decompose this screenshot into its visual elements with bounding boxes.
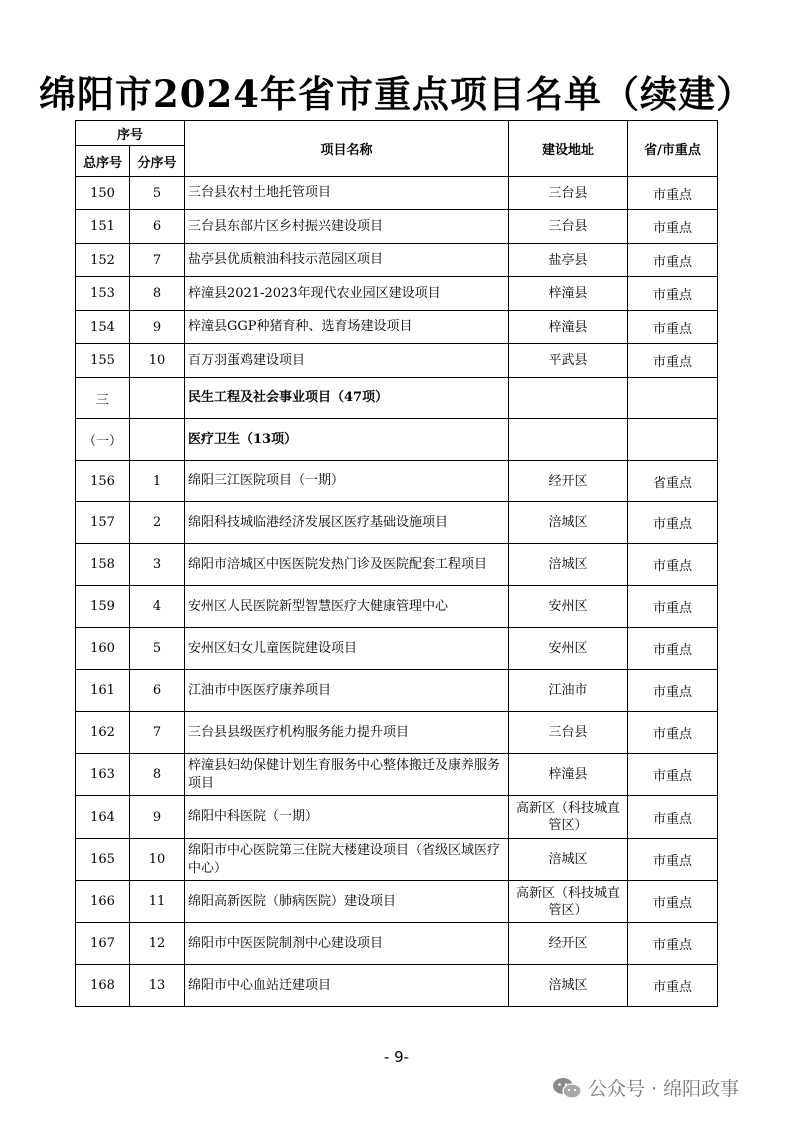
row-total-seq: 164: [76, 796, 130, 839]
row-level: 市重点: [628, 502, 718, 544]
subsection-num: （一）: [76, 419, 130, 461]
header-address: 建设地址: [509, 121, 628, 177]
row-project-name: 绵阳三江医院项目（一期）: [185, 461, 509, 502]
row-level: 市重点: [628, 670, 718, 712]
row-sub-seq: 6: [130, 670, 185, 712]
header-total-seq: 总序号: [76, 146, 130, 177]
watermark: [552, 1074, 739, 1101]
row-project-name: 绵阳市中心医院第三住院大楼建设项目（省级区域医疗中心）: [185, 839, 509, 881]
row-address: 梓潼县: [509, 277, 628, 311]
row-level: 市重点: [628, 839, 718, 881]
table-row: [76, 628, 718, 670]
row-sub-seq: 4: [130, 586, 185, 628]
row-total-seq: 162: [76, 712, 130, 754]
table-row: [76, 210, 718, 244]
row-sub-seq: 6: [130, 210, 185, 244]
row-sub-seq: 3: [130, 544, 185, 586]
row-address: 涪城区: [509, 502, 628, 544]
table-row: [76, 965, 718, 1007]
table-row: [76, 344, 718, 378]
row-total-seq: 163: [76, 754, 130, 796]
table-body-medical: [76, 461, 718, 1007]
row-address: 盐亭县: [509, 244, 628, 277]
page-number: - 9-: [383, 1048, 410, 1066]
row-address: 涪城区: [509, 544, 628, 586]
row-sub-seq: 11: [130, 881, 185, 923]
row-total-seq: 151: [76, 210, 130, 244]
table-row: [76, 502, 718, 544]
row-total-seq: 159: [76, 586, 130, 628]
row-address: 江油市: [509, 670, 628, 712]
row-level: 市重点: [628, 177, 718, 210]
row-address: 涪城区: [509, 965, 628, 1007]
table-row: [76, 586, 718, 628]
row-project-name: 梓潼县GGP种猪育种、选育场建设项目: [185, 311, 509, 344]
table-row: [76, 923, 718, 965]
row-level: 市重点: [628, 881, 718, 923]
wechat-icon: [552, 1076, 582, 1100]
watermark-text: 公众号 · 绵阳政事: [588, 1078, 740, 1100]
table-row: [76, 881, 718, 923]
row-address: 梓潼县: [509, 754, 628, 796]
row-project-name: 绵阳市中医医院制剂中心建设项目: [185, 923, 509, 965]
row-sub-seq: 12: [130, 923, 185, 965]
row-total-seq: 157: [76, 502, 130, 544]
row-address: 三台县: [509, 210, 628, 244]
row-level: 市重点: [628, 628, 718, 670]
row-project-name: 梓潼县妇幼保健计划生育服务中心整体搬迁及康养服务项目: [185, 754, 509, 796]
row-level: 市重点: [628, 796, 718, 839]
table-row: [76, 244, 718, 277]
row-sub-seq: 9: [130, 311, 185, 344]
table-row: [76, 177, 718, 210]
row-level: 市重点: [628, 210, 718, 244]
row-total-seq: 160: [76, 628, 130, 670]
table-row: [76, 461, 718, 502]
row-project-name: 绵阳科技城临港经济发展区医疗基础设施项目: [185, 502, 509, 544]
row-total-seq: 167: [76, 923, 130, 965]
row-sub-seq: 1: [130, 461, 185, 502]
row-sub-seq: 7: [130, 244, 185, 277]
row-level: 市重点: [628, 586, 718, 628]
row-project-name: 江油市中医医疗康养项目: [185, 670, 509, 712]
row-address: 经开区: [509, 923, 628, 965]
section-row: [76, 378, 718, 419]
table-body-agriculture: [76, 177, 718, 378]
row-project-name: 梓潼县2021-2023年现代农业园区建设项目: [185, 277, 509, 311]
header-seq-group: 序号: [76, 121, 185, 146]
row-level: 市重点: [628, 923, 718, 965]
row-project-name: 绵阳中科医院（一期）: [185, 796, 509, 839]
row-sub-seq: 7: [130, 712, 185, 754]
row-total-seq: 158: [76, 544, 130, 586]
row-total-seq: 168: [76, 965, 130, 1007]
table-row: [76, 712, 718, 754]
row-address: 平武县: [509, 344, 628, 378]
header-project-name: 项目名称: [185, 121, 509, 177]
row-total-seq: 154: [76, 311, 130, 344]
row-level: 市重点: [628, 712, 718, 754]
row-level: 市重点: [628, 344, 718, 378]
project-table: [75, 120, 718, 1007]
row-sub-seq: 10: [130, 839, 185, 881]
row-sub-seq: 10: [130, 344, 185, 378]
header-level: 省/市重点: [628, 121, 718, 177]
row-sub-seq: 5: [130, 628, 185, 670]
row-project-name: 安州区人民医院新型智慧医疗大健康管理中心: [185, 586, 509, 628]
row-project-name: 绵阳市中心血站迁建项目: [185, 965, 509, 1007]
row-total-seq: 152: [76, 244, 130, 277]
row-total-seq: 153: [76, 277, 130, 311]
row-address: 三台县: [509, 177, 628, 210]
row-sub-seq: 2: [130, 502, 185, 544]
row-total-seq: 161: [76, 670, 130, 712]
subsection-label: 医疗卫生（13项）: [185, 419, 509, 461]
row-total-seq: 155: [76, 344, 130, 378]
row-address: 安州区: [509, 628, 628, 670]
header-sub-seq: 分序号: [130, 146, 185, 177]
row-total-seq: 165: [76, 839, 130, 881]
table-row: [76, 754, 718, 796]
row-project-name: 三台县东部片区乡村振兴建设项目: [185, 210, 509, 244]
row-address: 涪城区: [509, 839, 628, 881]
table-row: [76, 311, 718, 344]
table-row: [76, 839, 718, 881]
section-rows: [76, 378, 718, 461]
row-project-name: 三台县县级医疗机构服务能力提升项目: [185, 712, 509, 754]
row-project-name: 三台县农村土地托管项目: [185, 177, 509, 210]
row-project-name: 绵阳市涪城区中医医院发热门诊及医院配套工程项目: [185, 544, 509, 586]
row-level: 市重点: [628, 311, 718, 344]
page-title: 绵阳市2024年省市重点项目名单（续建）: [39, 72, 754, 116]
row-level: 市重点: [628, 244, 718, 277]
row-address: 安州区: [509, 586, 628, 628]
row-project-name: 盐亭县优质粮油科技示范园区项目: [185, 244, 509, 277]
row-total-seq: 156: [76, 461, 130, 502]
row-total-seq: 150: [76, 177, 130, 210]
section-label: 民生工程及社会事业项目（47项）: [185, 378, 509, 419]
row-address: 高新区（科技城直管区）: [509, 881, 628, 923]
row-project-name: 安州区妇女儿童医院建设项目: [185, 628, 509, 670]
row-level: 市重点: [628, 754, 718, 796]
row-level: 市重点: [628, 277, 718, 311]
row-address: 高新区（科技城直管区）: [509, 796, 628, 839]
row-project-name: 绵阳高新医院（肺病医院）建设项目: [185, 881, 509, 923]
table-row: [76, 544, 718, 586]
row-address: 经开区: [509, 461, 628, 502]
table-row: [76, 670, 718, 712]
row-level: 市重点: [628, 965, 718, 1007]
row-sub-seq: 5: [130, 177, 185, 210]
row-level: 市重点: [628, 544, 718, 586]
row-sub-seq: 9: [130, 796, 185, 839]
table-row: [76, 796, 718, 839]
row-sub-seq: 8: [130, 754, 185, 796]
section-num: 三: [76, 378, 130, 419]
row-address: 梓潼县: [509, 311, 628, 344]
row-address: 三台县: [509, 712, 628, 754]
row-sub-seq: 13: [130, 965, 185, 1007]
row-total-seq: 166: [76, 881, 130, 923]
row-sub-seq: 8: [130, 277, 185, 311]
subsection-row: [76, 419, 718, 461]
table-row: [76, 277, 718, 311]
row-project-name: 百万羽蛋鸡建设项目: [185, 344, 509, 378]
row-level: 省重点: [628, 461, 718, 502]
